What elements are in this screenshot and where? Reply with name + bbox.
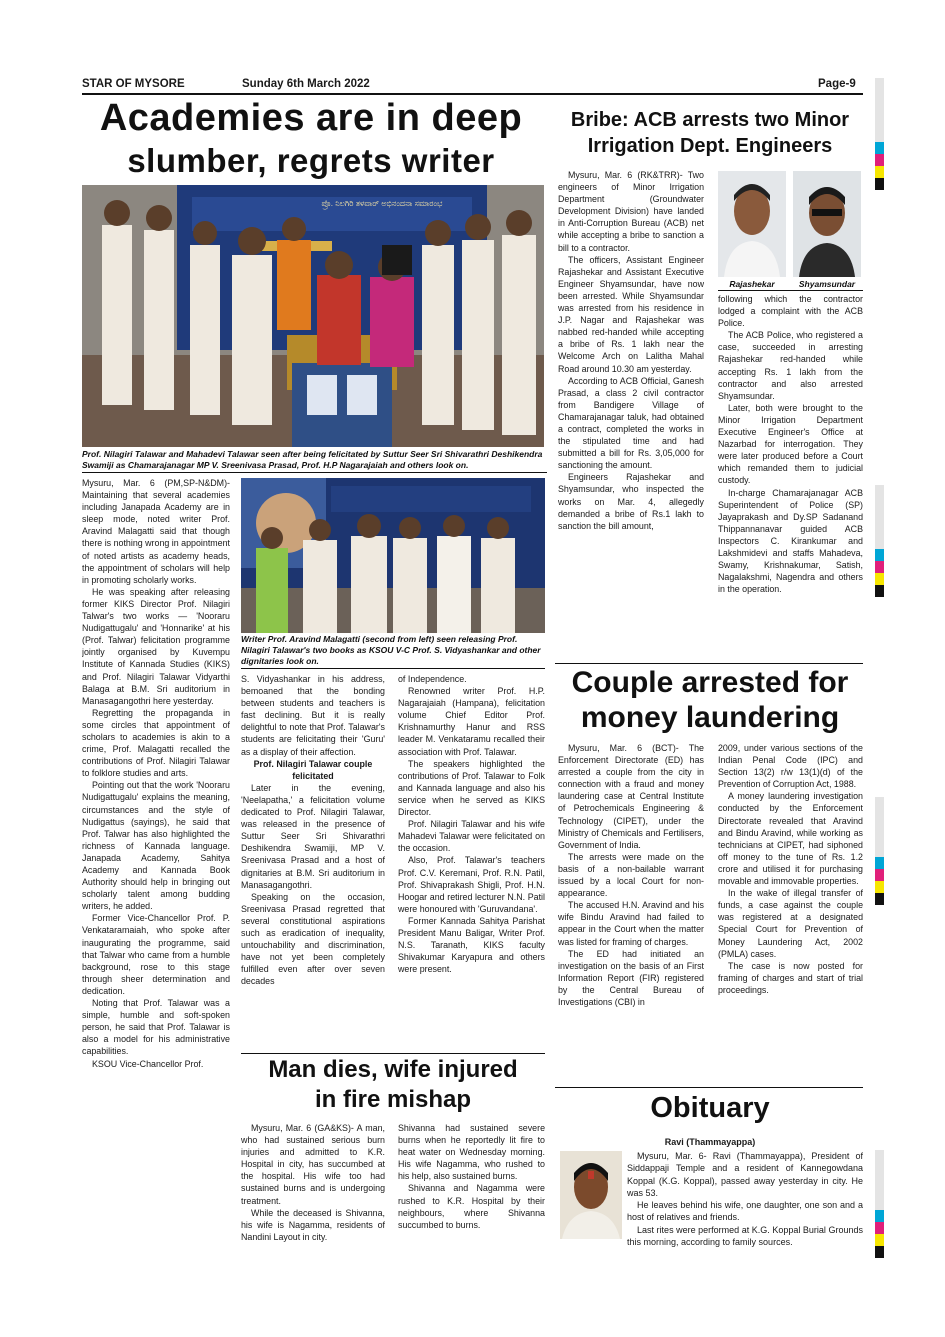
academies-headline-line2: slumber, regrets writer xyxy=(127,142,495,179)
registration-bar-grey xyxy=(875,78,884,142)
paragraph: Mysuru, Mar. 6 (RK&TRR)- Two engineers of Minor Irrigation Department (Groundwater Development Division) have landed in Anti-Corruption Bureau (ACB) net while accepting a bribe to sanction a bill to a contractor. xyxy=(558,170,704,253)
paragraph: He leaves behind his wife, one daughter, one son and a host of relatives and friends. xyxy=(627,1200,863,1223)
photo-label-rule xyxy=(718,290,863,291)
header-rule xyxy=(82,93,863,95)
registration-bar-grey-3 xyxy=(875,797,884,857)
laundering-top-rule xyxy=(555,663,863,664)
paragraph: In-charge Chamarajanagar ACB Superintendent of Police (SP) Jayaprakash and Dy.SP Sadanand Thippannanavar guided ACB Inspectors C. Kirankumar and Lakshmidevi and staffs Mahadeva, Swamy, Krishnakumar, Satish, Nagalakshmi, Nagendra and others in the operation. xyxy=(718,487,863,595)
registration-bar-grey-2 xyxy=(875,485,884,549)
paragraph: The arrests were made on the basis of a non-bailable warrant issued by a local Court for non-appearance. xyxy=(558,851,704,899)
registration-bar-black-3 xyxy=(875,893,884,905)
felicitation-photo xyxy=(82,185,544,447)
paragraph: While the deceased is Shivanna, his wife is Nagamma, residents of Nandini Layout in city. xyxy=(241,1207,385,1242)
shyamsundar-label: Shyamsundar xyxy=(798,279,856,289)
academies-headline-line1: Academies are in deep xyxy=(99,97,523,139)
registration-bar-magenta-2 xyxy=(875,561,884,573)
academies-column-3 xyxy=(398,673,545,1053)
paragraph: Mysuru, Mar. 6 (PM,SP-N&DM)- Maintaining that several academies including Janapada Academy are in sleep mode, noted writer Prof. Aravind Malagatti said that though there is nothing wrong in appointment of noted artists as academy heads, the appointment of scholars will help in promoting scholarly works. xyxy=(82,478,230,585)
paragraph: 2009, under various sections of the Indian Penal Code (IPC) and Section 13(2) r/w 13(1)(d) of the Prevention of Corruption Act, 1988. xyxy=(718,743,863,790)
paragraph: Renowned writer Prof. H.P. Nagarajaiah (Hampana), felicitation volume Chief Editor Prof. Krishnamurthy Hanur and RSS leader M. Venkataramu recalled their association with Prof. Talawar. xyxy=(398,686,545,757)
paragraph: Pointing out that the work 'Nooraru Nudigattugalu' explains the meaning, circumstances and the style of Nudigattus (sayings), he said that Prof. Talwar has also highlighted the richness of Kannada language. Janapada Academy, Sahitya Academy and Kannada Book Authority should help in bringing out scholarly talent among budding writers, he added. xyxy=(82,780,230,912)
paragraph: Also, Prof. Talawar's teachers Prof. C.V. Keremani, Prof. R.N. Patil, Prof. Shivaprakash Shigli, Prof. H.N. Hoogar and retired lecturer N.N. Patil were honoured with 'Guruvandana'. xyxy=(398,855,545,914)
fire-top-rule xyxy=(241,1053,545,1054)
registration-bar-magenta xyxy=(875,154,884,166)
paragraph: KSOU Vice-Chancellor Prof. xyxy=(92,1058,204,1069)
felicitation-photo-graphic xyxy=(82,185,544,447)
registration-bar-yellow xyxy=(875,166,884,178)
obituary-text xyxy=(627,1150,863,1266)
rajashekar-label: Rajashekar xyxy=(729,279,775,289)
shyamsundar-photo xyxy=(793,171,861,277)
laundering-column-1 xyxy=(558,742,704,1082)
registration-bar-black-2 xyxy=(875,585,884,597)
obituary-photo-graphic xyxy=(560,1151,622,1239)
paragraph: The ED had initiated an investigation on the basis of an First Information Report (FIR) registered by the Central Bureau of Investigations (CBI) in xyxy=(558,948,704,1007)
fire-column-2 xyxy=(398,1122,545,1272)
registration-bar-yellow-4 xyxy=(875,1234,884,1246)
fire-headline-line2: in fire mishap xyxy=(314,1086,472,1113)
academies-column-2 xyxy=(241,673,385,1053)
paragraph: Last rites were performed at K.G. Koppal Burial Grounds this morning, according to family sources. xyxy=(627,1224,863,1248)
fire-headline-line1: Man dies, wife injured xyxy=(268,1056,518,1083)
paragraph: of Independence. xyxy=(398,674,467,684)
bribe-headline-line2: Irrigation Dept. Engineers xyxy=(587,135,833,157)
rajashekar-photo xyxy=(718,171,786,277)
paragraph: The case is now posted for framing of charges and start of trial proceedings. xyxy=(718,960,863,995)
felicitation-photo-caption: Prof. Nilagiri Talawar and Mahadevi Talawar seen after being felicitated by Suttur Seer Sri Shivarathri Deshikendra Swamiji as Chamarajanagar MP V. Sreenivasa Prasad, Prof. H.P Nagarajaiah and others look on. xyxy=(82,449,543,470)
paragraph: Speaking on the occasion, Sreenivasa Prasad regretted that several constitutional aspirations such as eradication of inequality, untouchability and discrimination, have not yet been completely fulfilled even after over seven decades xyxy=(241,891,385,987)
fire-column-1 xyxy=(241,1122,385,1272)
bribe-headline-line1: Bribe: ACB arrests two Minor xyxy=(570,109,850,131)
registration-bar-yellow-3 xyxy=(875,881,884,893)
paragraph: Former Kannada Sahitya Parishat President Manu Baligar, Writer Prof. N.S. Taranath, KIKS faculty Shivakumar Karyapura and others were present. xyxy=(398,915,545,975)
paragraph: Later, both were brought to the Minor Irrigation Department Executive Engineer's Office at Nazarbad for interrogation. They were later produced before a Court which remanded them to judicial custody. xyxy=(718,402,863,486)
laundering-column-2 xyxy=(718,742,863,1082)
registration-bar-cyan-3 xyxy=(875,857,884,869)
registration-bar-black xyxy=(875,178,884,190)
registration-bar-magenta-3 xyxy=(875,869,884,881)
paragraph: Mysuru, Mar. 6 (GA&KS)- A man, who had sustained serious burn injuries and admitted to K.R. Hospital in city, has succumbed at the hospital. His wife too had sustained burns and is undergoing treatment. xyxy=(241,1123,385,1206)
paragraph: Regretting the propaganda in some circles that appointment of scholars to academies is akin to a crime, Prof. Malagatti recalled the contributions of Prof. Nilagiri Talawar to folklore studies and arts. xyxy=(82,707,230,779)
paragraph: Shivanna had sustained severe burns when he reportedly lit fire to heat water on Wednesday morning. His wife Nagamma, who rushed to his help, also sustained burns. xyxy=(398,1123,545,1182)
registration-bar-grey-4 xyxy=(875,1150,884,1210)
paragraph: Engineers Rajashekar and Shyamsundar, who inspected the works on Mar. 4, allegedly demanded a bribe of Rs.1 lakh to sanction the bill amount, xyxy=(558,472,704,531)
paragraph: Shivanna and Nagamma were rushed to K.R. Hospital by their neighbours, where Shivanna succumbed to burns. xyxy=(398,1183,545,1230)
paragraph: According to ACB Official, Ganesh Prasad, a class 2 civil contractor from Bandigere Village of Chamarajanagar taluk, had obtained a contract, completed the works in the stipulated time and had submitted a bill for Rs. 3,05,000 for sanctioning the amount. xyxy=(558,375,704,471)
paper-name: STAR OF MYSORE xyxy=(82,78,185,90)
registration-bar-magenta-4 xyxy=(875,1222,884,1234)
paragraph: He was speaking after releasing former KIKS Director Prof. Nilagiri Talwar's two works — 'Nooraru Nudigattugalu' and 'Honnarike' at his (Prof. Talwar) felicitation programme jointly organised by Kuvempu Institute of Kannada Studies (KIKS) and Prof. Nilagiri Talawar Vidyarthi Balaga at B.M. Sri auditorium in Manasagangothri here yesterday. xyxy=(82,586,230,706)
paragraph: The accused H.N. Aravind and his wife Bindu Aravind had failed to appear in the Court when the matter was listed for framing of charges. xyxy=(558,900,704,947)
laundering-headline-line2: money laundering xyxy=(580,701,840,734)
book-release-photo-graphic xyxy=(241,478,545,633)
registration-bar-yellow-2 xyxy=(875,573,884,585)
caption2-rule xyxy=(241,668,545,669)
bribe-column-2 xyxy=(718,293,863,661)
caption-rule xyxy=(82,472,547,473)
registration-bar-cyan xyxy=(875,142,884,154)
paragraph: The speakers highlighted the contributions of Prof. Talawar to Folk and Kannada language and also his service when he served as KIKS Director. xyxy=(398,758,545,818)
book-release-photo xyxy=(241,478,545,633)
registration-bar-cyan-4 xyxy=(875,1210,884,1222)
paragraph: A money laundering investigation conducted by the Enforcement Directorate revealed that Aravind and Bindu Aravind, while working as technicians at CIPET, had siphoned off money to the tune of Rs. 1.2 crore and utilised it for purchasing movable and immovable properties. xyxy=(718,791,863,887)
paragraph: following which the contractor lodged a complaint with the ACB Police. xyxy=(718,294,863,329)
photo-banner-text: ಪ್ರೊ. ನಿಲಗಿರಿ ತಳವಾರ್ ಅಭಿನಂದನಾ ಸಮಾರಂಭ xyxy=(321,199,443,208)
obituary-heading: Obituary xyxy=(650,1092,770,1124)
shyamsundar-photo-graphic xyxy=(793,171,861,277)
paragraph: Mysuru, Mar. 6 (BCT)- The Enforcement Directorate (ED) has arrested a couple from the city in connection with a fraud and money laundering case at Central Institute of Petrochemicals Engineering & Technology (CIPET), under the Ministry of Chemicals and Fertilisers, Government of India. xyxy=(558,743,704,850)
paragraph: Former Vice-Chancellor Prof. P. Venkataramaiah, who spoke after inaugurating the programme, said that Talwar who came from a humble background, rose to this stage through sheer determination and dedication. xyxy=(82,913,230,996)
paragraph: The ACB Police, who registered a case, succeeded in arresting Rajashekar red-handed while accepting Rs. 1 lakh from the contractor and also arrested Shyamsundar. xyxy=(718,330,863,401)
paragraph: The officers, Assistant Engineer Rajashekar and Assistant Executive Engineer Shyamsundar, have now been arrested. While Shyamsundar was arrested from his residence in J.P. Nagar and Rajashekar was nabbed red-handed while accepting a bribe of Rs. 1 lakh near the Welcome Arch on Lalitha Mahal Road around 10.30 am yesterday. xyxy=(558,254,704,374)
issue-date: Sunday 6th March 2022 xyxy=(242,78,370,90)
academies-column-1 xyxy=(82,477,230,1267)
obituary-name: Ravi (Thammayappa) xyxy=(664,1137,756,1147)
bribe-column-1 xyxy=(558,169,704,661)
rajashekar-photo-graphic xyxy=(718,171,786,277)
registration-bar-cyan-2 xyxy=(875,549,884,561)
paragraph: Prof. Nilagiri Talawar and his wife Mahadevi Talawar were felicitated on the occasion. xyxy=(398,819,545,854)
obituary-photo xyxy=(560,1151,622,1239)
obituary-top-rule xyxy=(555,1087,863,1088)
book-release-photo-caption: Writer Prof. Aravind Malagatti (second from left) seen releasing Prof. Nilagiri Talawar's two books as KSOU V-C Prof. S. Vidyashankar and other dignitaries look on. xyxy=(241,634,541,666)
paragraph: Mysuru, Mar. 6- Ravi (Thammayappa), President of Siddappaji Temple and a resident of Kannegowdana Koppal (K.G. Koppal), passed away yesterday in city. He was 53. xyxy=(627,1151,863,1198)
subhead-couple-felicitated: Prof. Nilagiri Talawar couple felicitated xyxy=(253,758,373,781)
paragraph: Noting that Prof. Talawar was a simple, humble and soft-spoken person, he said that Prof. Talawar is also a model for his administrative capabilities. xyxy=(82,998,230,1057)
page-number: Page-9 xyxy=(818,78,856,90)
registration-bar-black-4 xyxy=(875,1246,884,1258)
paragraph: S. Vidyashankar in his address, bemoaned that the bonding between students and teachers is fast declining. But it is really delightful to note that Prof. Talawar's students are felicitating their 'Guru' as a display of their affection. xyxy=(241,674,385,757)
paragraph: Later in the evening, 'Neelapatha,' a felicitation volume dedicated to Prof. Nilagiri Talawar, was released in the presence of Suttur Seer Sri Shivarathri Deshikendra Swamiji, MP V. Sreenivasa Prasad and a host of dignitaries at B.M. Sri auditorium in Manasagangothri. xyxy=(241,782,385,890)
laundering-headline-line1: Couple arrested for xyxy=(571,666,849,699)
paragraph: In the wake of illegal transfer of funds, a case against the couple was registered at a designated Special Court for Prevention of Money Laundering Act, 2002 (PMLA) cases. xyxy=(718,888,863,959)
